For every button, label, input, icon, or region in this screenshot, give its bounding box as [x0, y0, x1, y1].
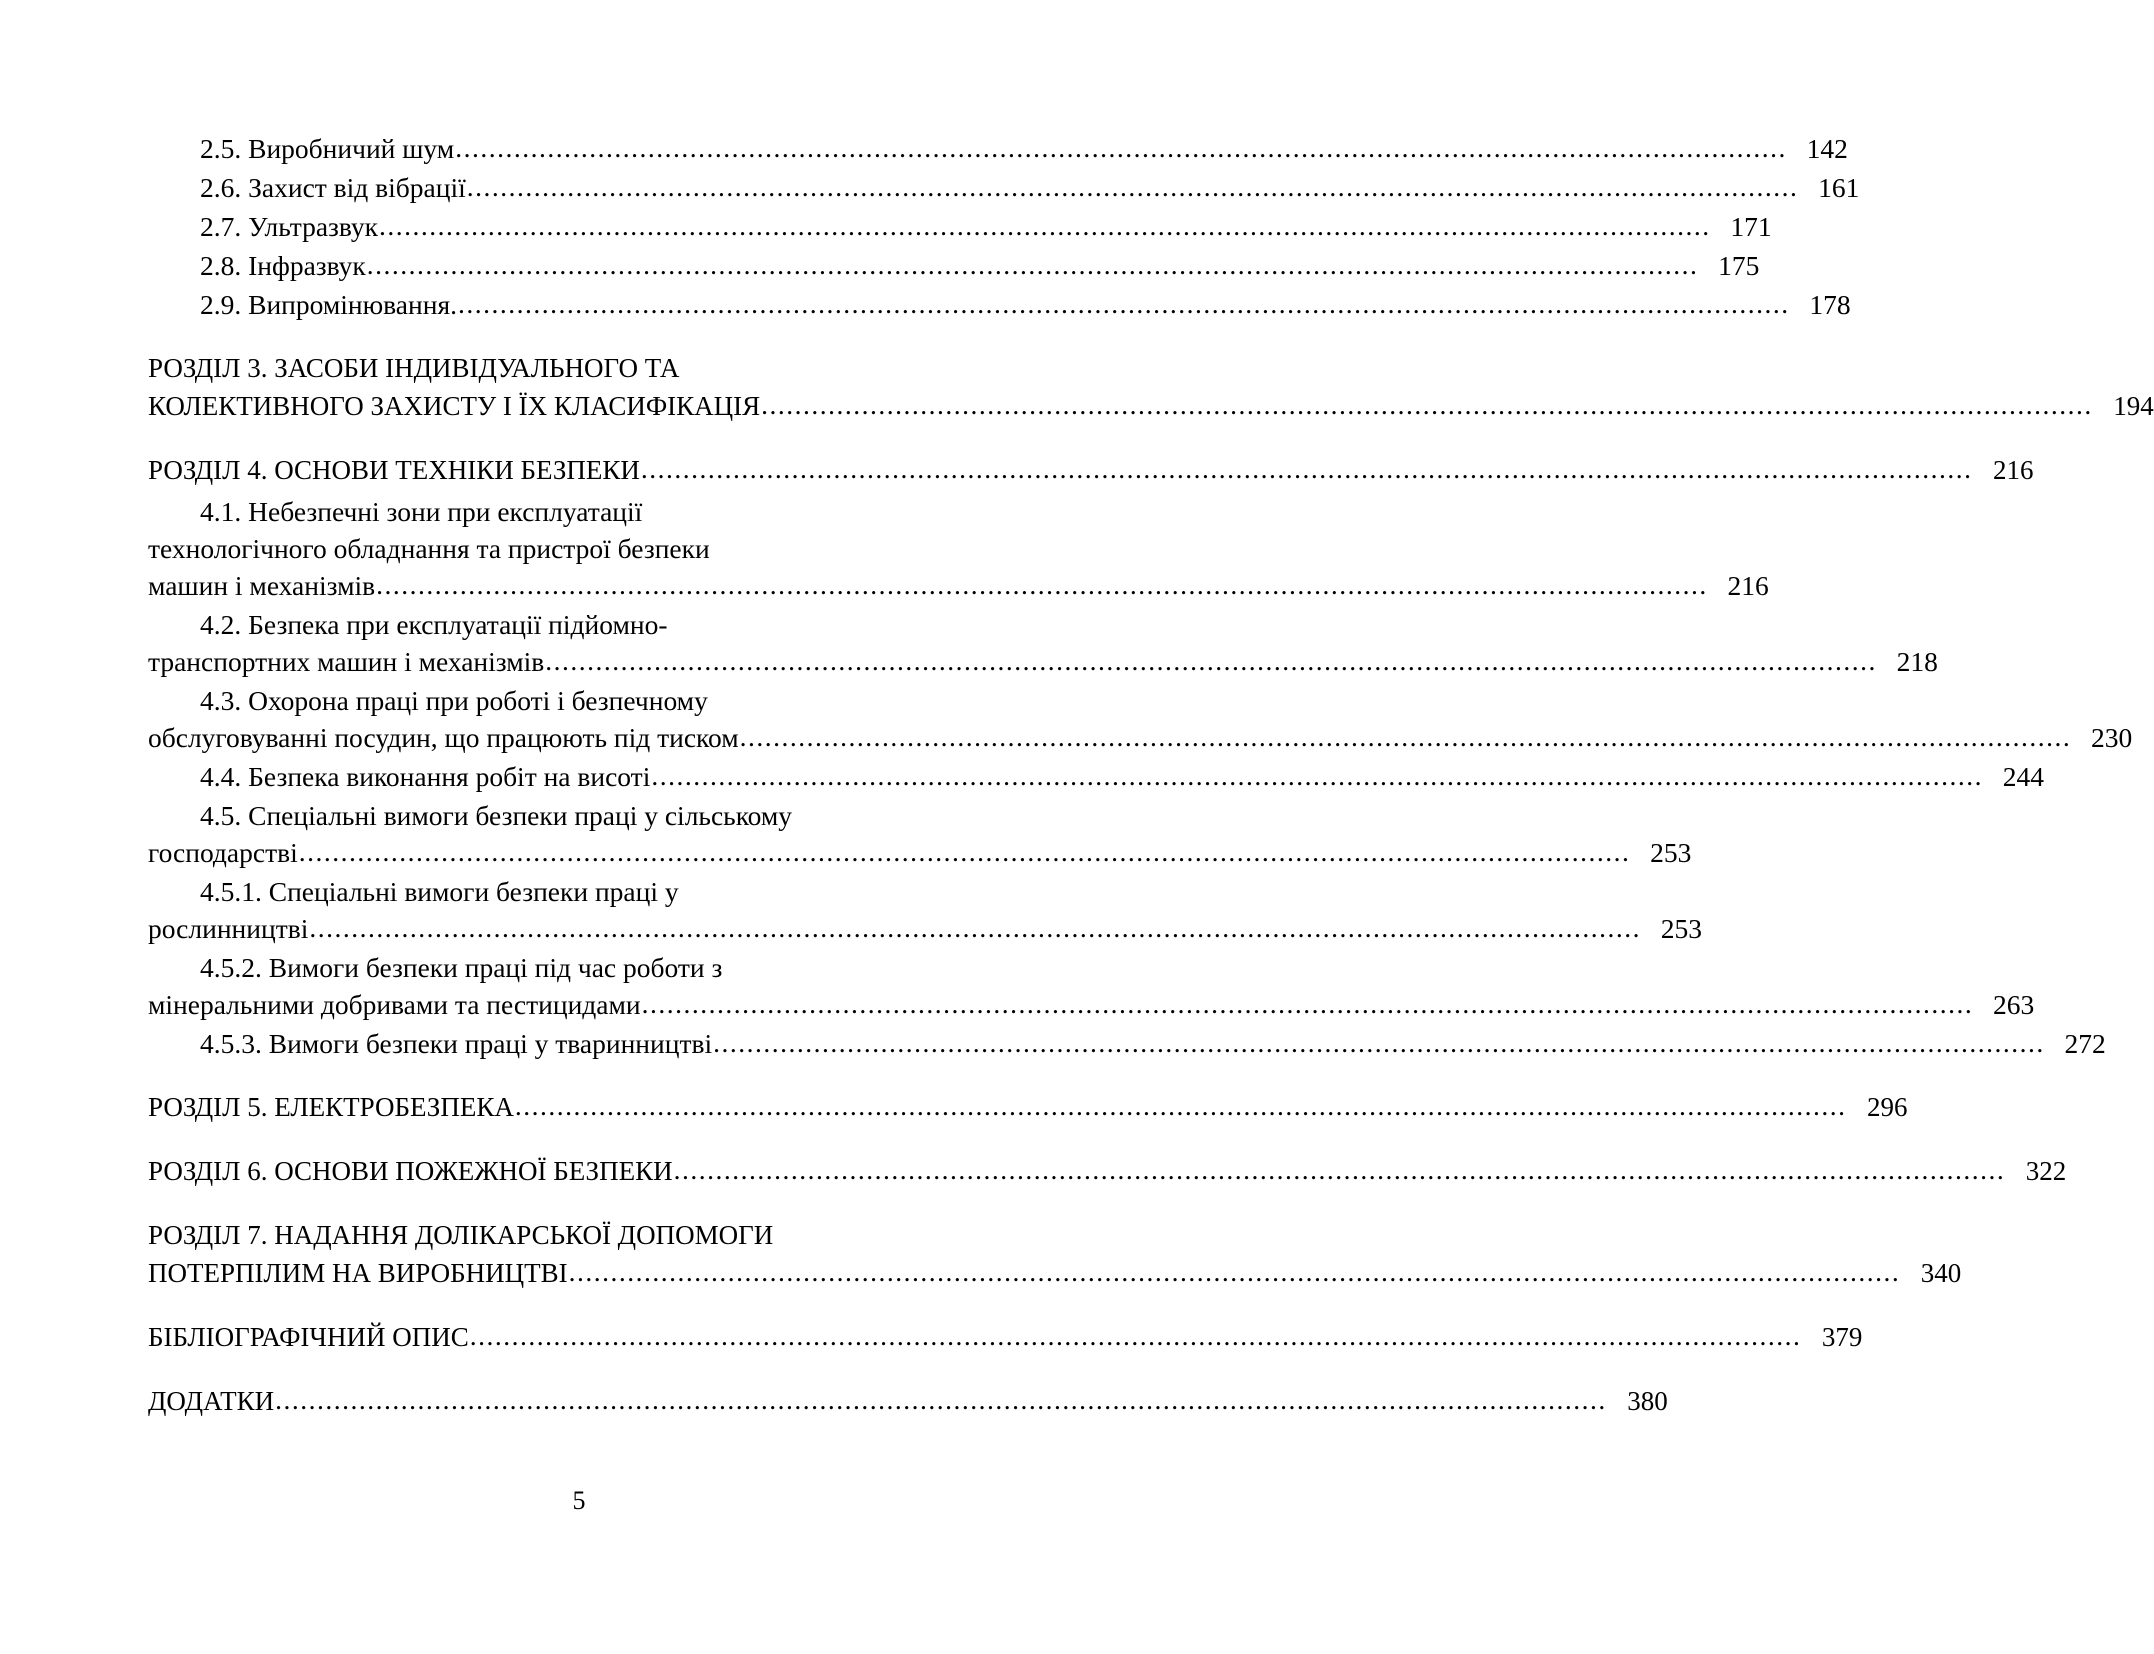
toc-dot-leader: ...............................................................................................................................................................	[568, 1256, 1901, 1287]
toc-subsection-entry[interactable]	[148, 208, 1772, 245]
toc-dot-leader: ...............................................................................................................................................................	[651, 760, 1983, 791]
toc-dot-leader: ...............................................................................................................................................................	[466, 171, 1799, 202]
toc-entry-title: РОЗДІЛ 6. ОСНОВИ ПОЖЕЖНОЇ БЕЗПЕКИ	[148, 1156, 673, 1186]
toc-dot-leader: ...............................................................................................................................................................	[673, 1154, 2006, 1185]
toc-entry-page-number: 194	[2113, 391, 2154, 421]
toc-chapter-entry[interactable]	[148, 1216, 1962, 1292]
toc-entry-page-number: 322	[2025, 1156, 2067, 1186]
toc-entry-row[interactable]	[148, 834, 1692, 871]
toc-dot-leader: ...............................................................................................................................................................	[514, 1090, 1847, 1121]
toc-entry-row[interactable]	[148, 208, 1772, 245]
toc-dot-leader: ...............................................................................................................................................................	[376, 569, 1708, 600]
toc-entry-row[interactable]	[148, 1088, 1908, 1126]
toc-dot-leader: ...............................................................................................................................................................	[298, 836, 1631, 867]
toc-dot-leader: ...............................................................................................................................................................	[713, 1027, 2045, 1058]
toc-entry-page-number: 171	[1730, 211, 1772, 242]
toc-entry-line: 4.5.2. Вимоги безпеки праці під час роботи з	[200, 952, 723, 983]
toc-entry-title: КОЛЕКТИВНОГО ЗАХИСТУ І ЇХ КЛАСИФІКАЦІЯ	[148, 391, 761, 421]
toc-chapter-entry[interactable]	[148, 1088, 1908, 1126]
toc-entry-row[interactable]	[148, 719, 2133, 756]
toc-entry-page-number: 230	[2091, 722, 2133, 753]
toc-subsection-entry[interactable]	[148, 758, 2044, 795]
toc-entry-row[interactable]	[148, 986, 2035, 1023]
toc-entry-page-number: 216	[1727, 570, 1769, 601]
toc-dot-leader: ...............................................................................................................................................................	[455, 132, 1787, 163]
toc-chapter-entry[interactable]	[148, 451, 2034, 489]
toc-entry-line: 4.5.1. Спеціальні вимоги безпеки праці у	[200, 876, 679, 907]
toc-dot-leader: ...............................................................................................................................................................	[761, 389, 2093, 420]
toc-subsection-entry[interactable]	[148, 169, 1860, 206]
toc-entry-line: 4.5. Спеціальні вимоги безпеки праці у сільському	[200, 800, 793, 831]
toc-entry-row[interactable]	[148, 1382, 1668, 1420]
toc-subsection-entry[interactable]	[148, 130, 1848, 167]
toc-dot-leader: ...............................................................................................................................................................	[309, 912, 1641, 943]
toc-entry-page-number: 340	[1920, 1258, 1962, 1288]
toc-entry-title: машин і механізмів	[148, 570, 376, 601]
toc-subsection-entry[interactable]	[148, 949, 2035, 1023]
toc-dot-leader: ...............................................................................................................................................................	[739, 721, 2072, 752]
toc-entry-page-number: 272	[2064, 1028, 2106, 1059]
toc-dot-leader: ...............................................................................................................................................................	[641, 988, 1974, 1019]
toc-entry-page-number: 175	[1718, 250, 1760, 281]
toc-chapter-entry[interactable]	[148, 1382, 1668, 1420]
toc-entry-title: РОЗДІЛ 5. ЕЛЕКТРОБЕЗПЕКА	[148, 1092, 514, 1122]
table-of-contents	[148, 128, 2154, 1424]
toc-entry-line: 4.3. Охорона праці при роботі і безпечному	[200, 685, 708, 716]
toc-entry-title: РОЗДІЛ 4. ОСНОВИ ТЕХНІКИ БЕЗПЕКИ	[148, 455, 640, 485]
toc-entry-page-number: 218	[1896, 646, 1938, 677]
toc-entry-page-number: 142	[1806, 133, 1848, 164]
toc-dot-leader: ...............................................................................................................................................................	[379, 210, 1711, 241]
toc-entry-row[interactable]	[148, 286, 1851, 323]
toc-entry-title: 2.6. Захист від вібрації	[200, 172, 466, 203]
toc-entry-title: рослинництві	[148, 913, 309, 944]
toc-entry-row[interactable]	[148, 169, 1860, 206]
toc-entry-row[interactable]	[148, 130, 1848, 167]
toc-entry-page-number: 244	[2002, 761, 2044, 792]
toc-subsection-entry[interactable]	[148, 493, 1769, 604]
toc-dot-leader: ...............................................................................................................................................................	[545, 645, 1877, 676]
toc-entry-page-number: 161	[1818, 172, 1860, 203]
toc-entry-title: 4.4. Безпека виконання робіт на висоті	[200, 761, 651, 792]
toc-subsection-entry[interactable]	[148, 606, 1938, 680]
toc-entry-title: БІБЛІОГРАФІЧНИЙ ОПИС	[148, 1322, 469, 1352]
toc-dot-leader: ...............................................................................................................................................................	[275, 1384, 1607, 1415]
toc-entry-line: 4.1. Небезпечні зони при експлуатації	[200, 496, 643, 527]
toc-entry-row[interactable]	[148, 758, 2044, 795]
toc-dot-leader: ...............................................................................................................................................................	[469, 1320, 1802, 1351]
toc-entry-page-number: 178	[1809, 289, 1851, 320]
toc-chapter-entry[interactable]	[148, 1318, 1863, 1356]
toc-entry-page-number: 216	[1993, 455, 2034, 485]
toc-entry-row[interactable]	[148, 643, 1938, 680]
toc-entry-page-number: 379	[1821, 1322, 1863, 1352]
toc-dot-leader: ...............................................................................................................................................................	[457, 288, 1790, 319]
toc-entry-line: 4.2. Безпека при експлуатації підйомно-	[200, 609, 668, 640]
toc-subsection-entry[interactable]	[148, 247, 1760, 284]
toc-subsection-entry[interactable]	[148, 286, 1851, 323]
toc-entry-title: обслуговуванні посудин, що працюють під тиском	[148, 722, 739, 753]
toc-entry-line: РОЗДІЛ 7. НАДАННЯ ДОЛІКАРСЬКОЇ ДОПОМОГИ	[148, 1220, 774, 1250]
toc-entry-page-number: 263	[1993, 989, 2035, 1020]
toc-entry-title: 4.5.3. Вимоги безпеки праці у тваринництві	[200, 1028, 713, 1059]
toc-entry-row[interactable]	[148, 387, 2154, 425]
toc-entry-title: 2.9. Випромінювання.	[200, 289, 457, 320]
toc-subsection-entry[interactable]	[148, 682, 2133, 756]
toc-entry-title: господарстві	[148, 837, 298, 868]
toc-entry-row[interactable]	[148, 567, 1769, 604]
toc-subsection-entry[interactable]	[148, 797, 1692, 871]
toc-entry-row[interactable]	[148, 1025, 2106, 1062]
toc-entry-title: 2.7. Ультразвук	[200, 211, 379, 242]
toc-dot-leader: ...............................................................................................................................................................	[640, 453, 1973, 484]
toc-entry-line: РОЗДІЛ 3. ЗАСОБИ ІНДИВІДУАЛЬНОГО ТА	[148, 353, 680, 383]
toc-entry-title: мінеральними добривами та пестицидами	[148, 989, 641, 1020]
toc-entry-title: транспортних машин і механізмів	[148, 646, 545, 677]
toc-entry-title: 2.8. Інфразвук	[200, 250, 366, 281]
toc-subsection-entry[interactable]	[148, 1025, 2106, 1062]
toc-entry-row[interactable]	[148, 451, 2034, 489]
toc-entry-page-number: 380	[1627, 1386, 1668, 1416]
toc-entry-title: 2.5. Виробничий шум	[200, 133, 455, 164]
toc-entry-page-number: 296	[1866, 1092, 1908, 1122]
toc-entry-row[interactable]	[148, 1152, 2067, 1190]
toc-entry-row[interactable]	[148, 1318, 1863, 1356]
toc-entry-row[interactable]	[148, 910, 1702, 947]
toc-entry-title: ДОДАТКИ	[148, 1386, 275, 1416]
toc-chapter-entry[interactable]	[148, 1152, 2067, 1190]
toc-chapter-entry[interactable]	[148, 349, 2154, 425]
toc-dot-leader: ...............................................................................................................................................................	[366, 249, 1699, 280]
footer-page-number: 5	[572, 1486, 586, 1515]
toc-entry-row[interactable]	[148, 247, 1760, 284]
toc-subsection-entry[interactable]	[148, 873, 1702, 947]
toc-entry-line: технологічного обладнання та пристрої безпеки	[148, 533, 710, 564]
toc-entry-page-number: 253	[1650, 837, 1692, 868]
toc-entry-row[interactable]	[148, 1254, 1962, 1292]
toc-entry-page-number: 253	[1660, 913, 1702, 944]
toc-entry-title: ПОТЕРПІЛИМ НА ВИРОБНИЦТВІ	[148, 1258, 568, 1288]
